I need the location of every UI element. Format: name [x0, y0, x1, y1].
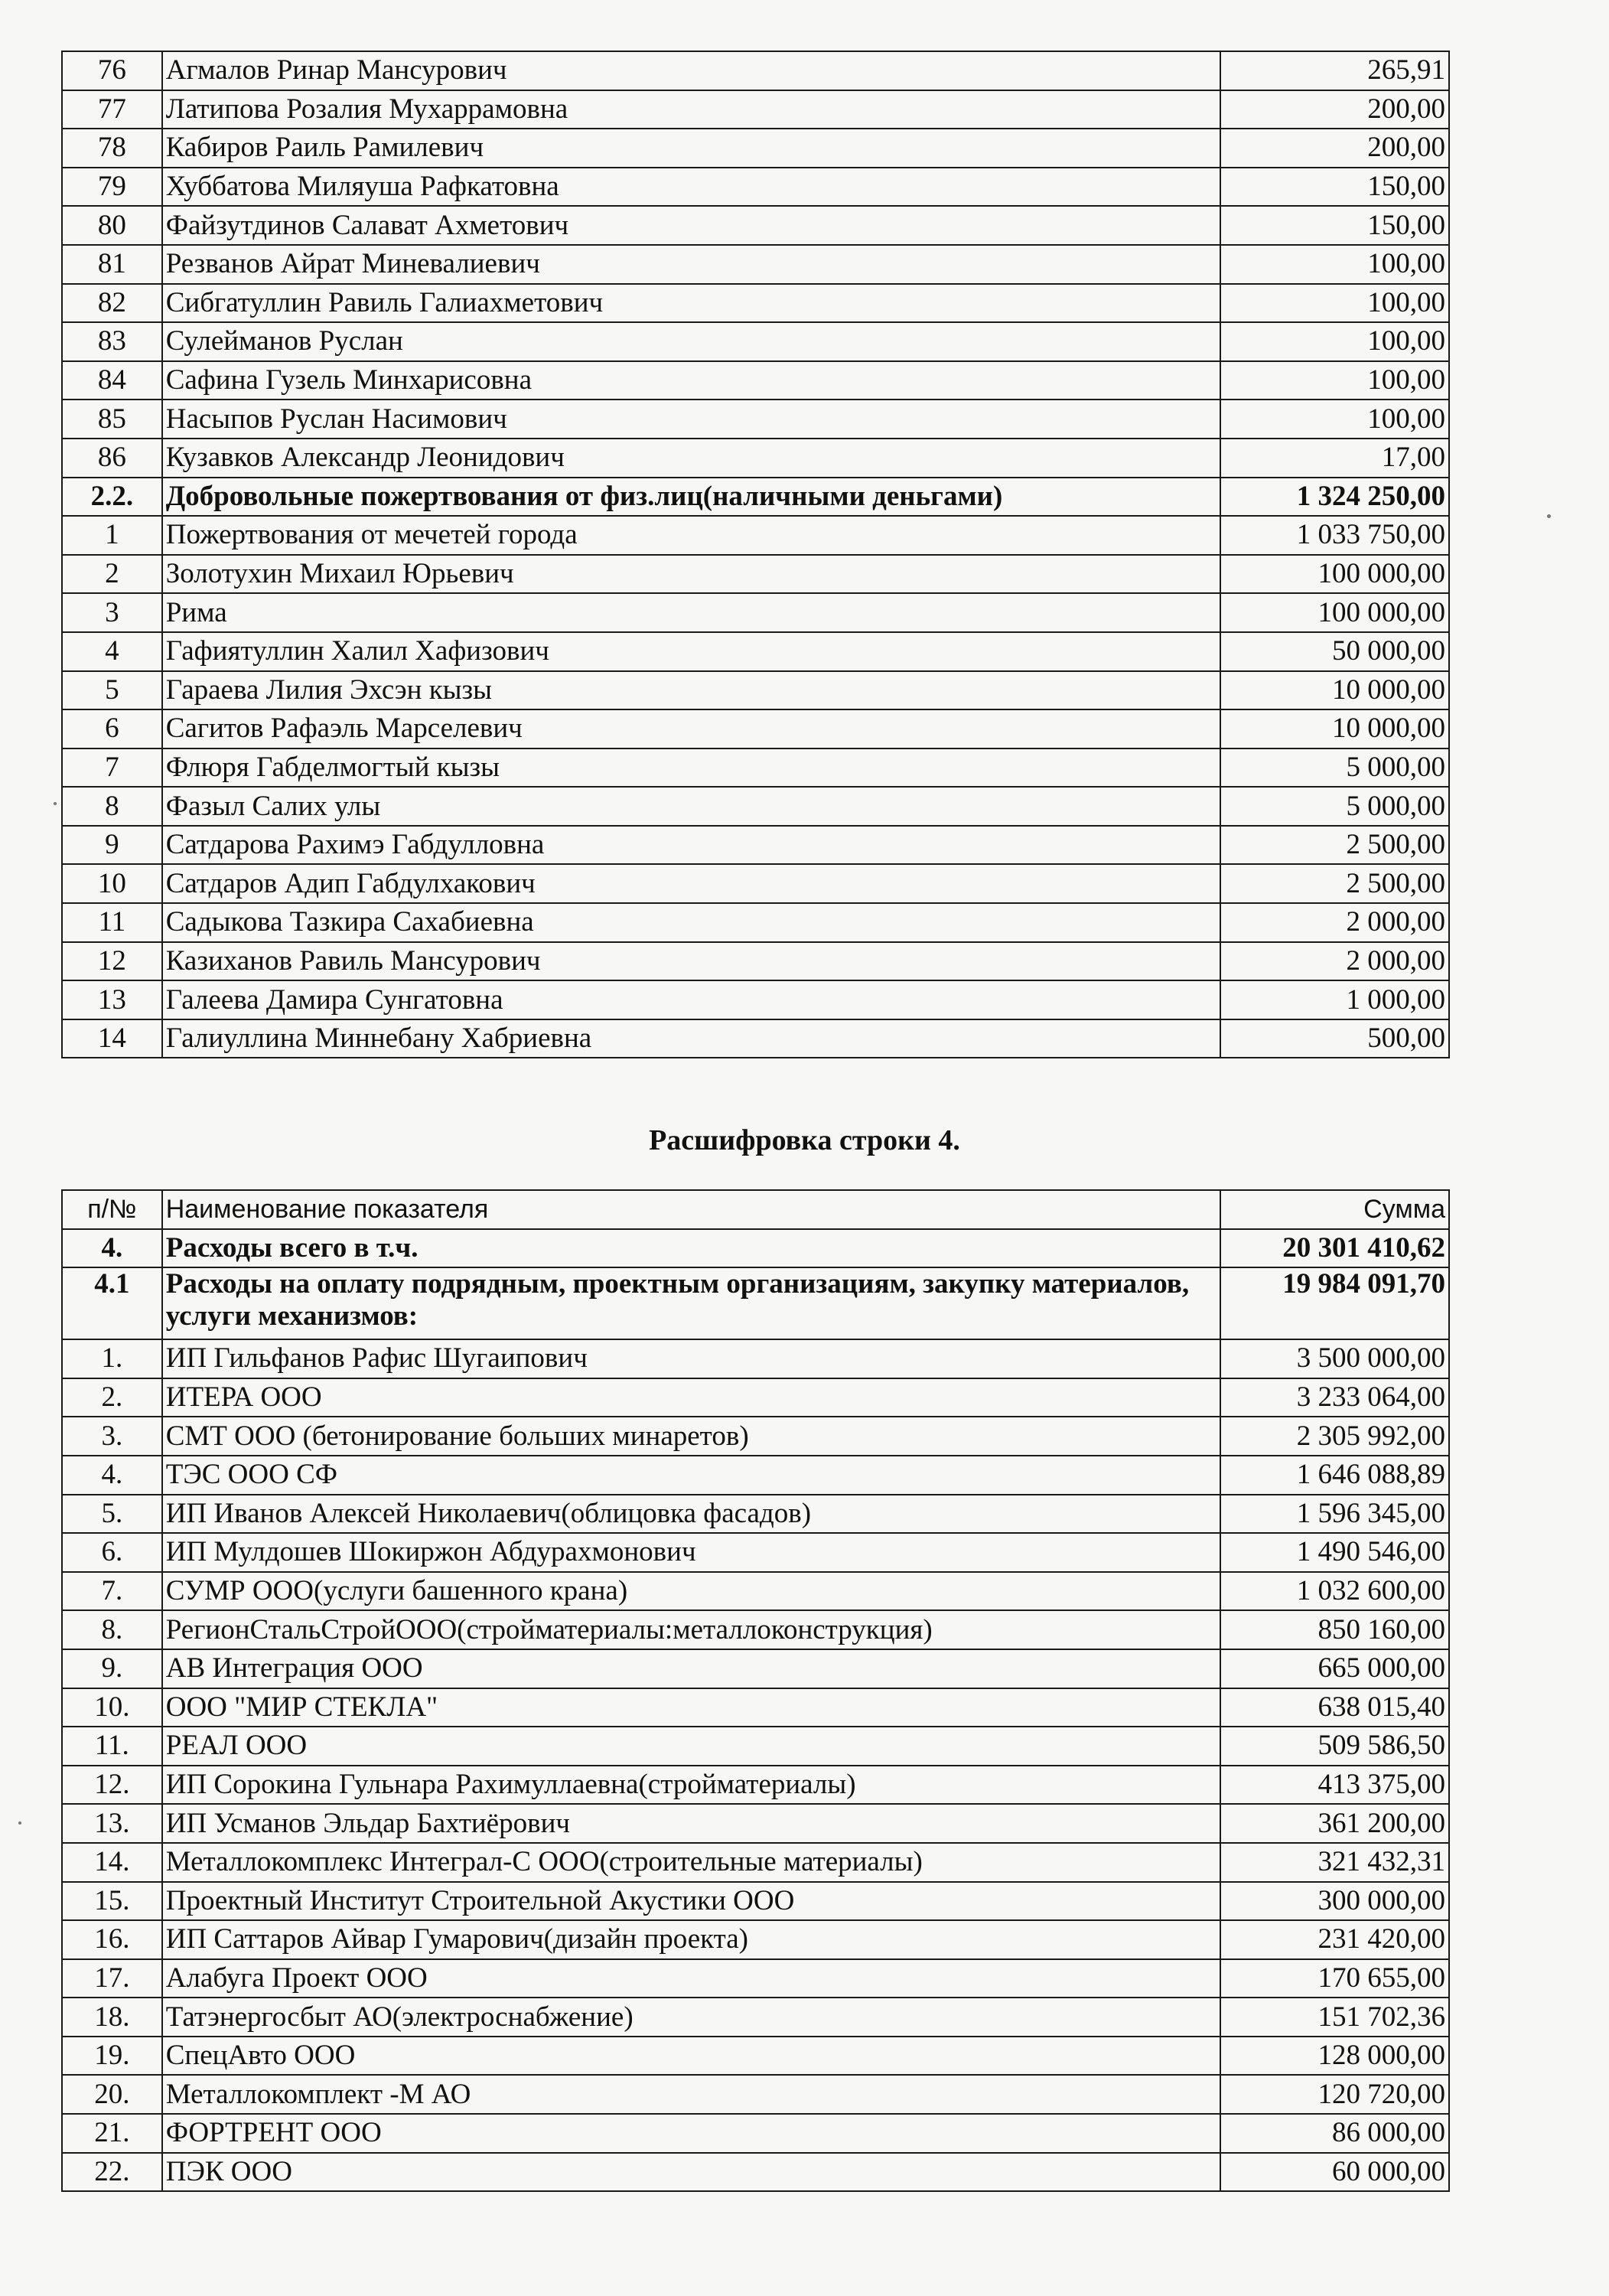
- row-name: СУМР ООО(услуги башенного крана): [162, 1572, 1221, 1611]
- row-name: Фазыл Салих улы: [162, 787, 1221, 826]
- row-sum: 1 490 546,00: [1220, 1533, 1449, 1572]
- table-row: [62, 51, 1449, 90]
- row-sum: 128 000,00: [1220, 2037, 1449, 2076]
- row-name: Галеева Дамира Сунгатовна: [162, 980, 1221, 1019]
- row-number: 6: [62, 709, 162, 748]
- header-sum: Сумма: [1220, 1190, 1449, 1229]
- row-number: 4.: [62, 1229, 162, 1268]
- row-sum: 1 032 600,00: [1220, 1572, 1449, 1611]
- row-name: РегионСтальСтройООО(стройматериалы:металлоконструкция): [162, 1610, 1221, 1649]
- table-row: [62, 1572, 1449, 1611]
- row-name: Татэнергосбыт АО(электроснабжение): [162, 1998, 1221, 2037]
- row-sum: 2 000,00: [1220, 903, 1449, 942]
- table-row: [62, 284, 1449, 323]
- row-number: 17.: [62, 1959, 162, 1998]
- table-row: [62, 1229, 1449, 1268]
- row-sum: 231 420,00: [1220, 1920, 1449, 1959]
- row-sum: 1 646 088,89: [1220, 1456, 1449, 1495]
- row-number: 21.: [62, 2114, 162, 2153]
- row-number: 5.: [62, 1495, 162, 1534]
- row-sum: 100 000,00: [1220, 555, 1449, 594]
- row-sum: 17,00: [1220, 439, 1449, 478]
- row-name: Кабиров Раиль Рамилевич: [162, 129, 1221, 168]
- table-row: [62, 787, 1449, 826]
- row-sum: 5 000,00: [1220, 748, 1449, 788]
- row-name: Пожертвования от мечетей города: [162, 516, 1221, 555]
- donations-table-body: [62, 51, 1449, 1058]
- row-name: ИП Иванов Алексей Николаевич(облицовка фасадов): [162, 1495, 1221, 1534]
- row-name: Сатдаров Адип Габдулхакович: [162, 864, 1221, 903]
- row-sum: 200,00: [1220, 129, 1449, 168]
- row-number: 10.: [62, 1688, 162, 1727]
- row-number: 14: [62, 1019, 162, 1058]
- row-sum: 50 000,00: [1220, 632, 1449, 671]
- row-number: 1: [62, 516, 162, 555]
- table-row: [62, 980, 1449, 1019]
- row-sum: 1 324 250,00: [1220, 478, 1449, 517]
- row-number: 20.: [62, 2075, 162, 2114]
- table-row: [62, 206, 1449, 245]
- row-name: Металлокомплект -М АО: [162, 2075, 1221, 2114]
- expenses-table-header: [62, 1190, 1449, 1229]
- table-row: [62, 2153, 1449, 2192]
- table-row: [62, 1267, 1449, 1339]
- table-row: [62, 748, 1449, 788]
- row-number: 2: [62, 555, 162, 594]
- table-row: [62, 555, 1449, 594]
- table-row: [62, 90, 1449, 129]
- row-name: Алабуга Проект ООО: [162, 1959, 1221, 1998]
- table-row: [62, 1766, 1449, 1805]
- table-row: [62, 1610, 1449, 1649]
- row-number: 14.: [62, 1843, 162, 1882]
- row-number: 86: [62, 439, 162, 478]
- row-sum: 100,00: [1220, 284, 1449, 323]
- row-sum: 361 200,00: [1220, 1804, 1449, 1843]
- row-name: Садыкова Тазкира Сахабиевна: [162, 903, 1221, 942]
- row-number: 4.1: [62, 1267, 162, 1339]
- row-name: Расходы на оплату подрядным, проектным организациям, закупку материалов, услуги механизмов:: [162, 1267, 1221, 1339]
- row-sum: 1 000,00: [1220, 980, 1449, 1019]
- row-number: 10: [62, 864, 162, 903]
- row-number: 2.2.: [62, 478, 162, 517]
- row-name: Кузавков Александр Леонидович: [162, 439, 1221, 478]
- row-sum: 120 720,00: [1220, 2075, 1449, 2114]
- row-sum: 638 015,40: [1220, 1688, 1449, 1727]
- row-sum: 5 000,00: [1220, 787, 1449, 826]
- row-name: Сатдарова Рахимэ Габдулловна: [162, 826, 1221, 865]
- row-number: 9.: [62, 1649, 162, 1688]
- row-name: ИП Мулдошев Шокиржон Абдурахмонович: [162, 1533, 1221, 1572]
- row-name: ИП Сорокина Гульнара Рахимуллаевна(стройматериалы): [162, 1766, 1221, 1805]
- row-number: 13.: [62, 1804, 162, 1843]
- row-name: ООО "МИР СТЕКЛА": [162, 1688, 1221, 1727]
- row-number: 1.: [62, 1339, 162, 1378]
- row-sum: 1 596 345,00: [1220, 1495, 1449, 1534]
- scan-speck: [18, 1821, 21, 1825]
- row-sum: 265,91: [1220, 51, 1449, 90]
- row-name: РЕАЛ ООО: [162, 1727, 1221, 1766]
- table-row: [62, 1019, 1449, 1058]
- table-row: [62, 400, 1449, 439]
- row-name: Галиуллина Миннебану Хабриевна: [162, 1019, 1221, 1058]
- row-name: Расходы всего в т.ч.: [162, 1229, 1221, 1268]
- row-name: Добровольные пожертвования от физ.лиц(наличными деньгами): [162, 478, 1221, 517]
- table-row: [62, 439, 1449, 478]
- table-row: [62, 1417, 1449, 1456]
- table-row: [62, 1920, 1449, 1959]
- row-sum: 10 000,00: [1220, 671, 1449, 710]
- table-row: [62, 361, 1449, 400]
- table-row: [62, 1882, 1449, 1921]
- row-sum: 150,00: [1220, 168, 1449, 207]
- table-row: [62, 1649, 1449, 1688]
- row-name: Хуббатова Миляуша Рафкатовна: [162, 168, 1221, 207]
- row-number: 12.: [62, 1766, 162, 1805]
- table-row: [62, 2114, 1449, 2153]
- row-name: Гараева Лилия Эхсэн кызы: [162, 671, 1221, 710]
- row-sum: 170 655,00: [1220, 1959, 1449, 1998]
- row-sum: 200,00: [1220, 90, 1449, 129]
- expenses-table-body: [62, 1229, 1449, 2192]
- table-row: [62, 1378, 1449, 1417]
- row-name: Металлокомплекс Интеграл-С ООО(строительные материалы): [162, 1843, 1221, 1882]
- row-sum: 2 500,00: [1220, 826, 1449, 865]
- table-row: [62, 632, 1449, 671]
- row-name: СпецАвто ООО: [162, 2037, 1221, 2076]
- table-row: [62, 903, 1449, 942]
- row-number: 16.: [62, 1920, 162, 1959]
- row-name: ТЭС ООО СФ: [162, 1456, 1221, 1495]
- row-sum: 509 586,50: [1220, 1727, 1449, 1766]
- row-sum: 100 000,00: [1220, 593, 1449, 632]
- row-number: 13: [62, 980, 162, 1019]
- table-row: [62, 322, 1449, 361]
- row-sum: 850 160,00: [1220, 1610, 1449, 1649]
- header-name: Наименование показателя: [162, 1190, 1221, 1229]
- row-number: 7.: [62, 1572, 162, 1611]
- table-row: [62, 1959, 1449, 1998]
- scan-speck: [1547, 514, 1551, 518]
- table-row: [62, 942, 1449, 981]
- row-number: 85: [62, 400, 162, 439]
- table-row: [62, 1998, 1449, 2037]
- table-row: [62, 1843, 1449, 1882]
- table-row: [62, 2037, 1449, 2076]
- row-number: 19.: [62, 2037, 162, 2076]
- row-sum: 665 000,00: [1220, 1649, 1449, 1688]
- header-row: [62, 1190, 1449, 1229]
- table-row: [62, 2075, 1449, 2114]
- row-sum: 2 000,00: [1220, 942, 1449, 981]
- table-row: [62, 1456, 1449, 1495]
- table-row: [62, 516, 1449, 555]
- table-row: [62, 1804, 1449, 1843]
- row-number: 80: [62, 206, 162, 245]
- row-sum: 100,00: [1220, 361, 1449, 400]
- section-title: Расшифровка строки 4.: [649, 1124, 960, 1156]
- row-name: Агмалов Ринар Мансурович: [162, 51, 1221, 90]
- row-sum: 100,00: [1220, 400, 1449, 439]
- row-number: 78: [62, 129, 162, 168]
- row-sum: 321 432,31: [1220, 1843, 1449, 1882]
- row-sum: 19 984 091,70: [1220, 1267, 1449, 1339]
- row-sum: 10 000,00: [1220, 709, 1449, 748]
- table-row: [62, 709, 1449, 748]
- row-number: 4.: [62, 1456, 162, 1495]
- row-name: СМТ ООО (бетонирование больших минаретов): [162, 1417, 1221, 1456]
- row-name: Латипова Розалия Мухаррамовна: [162, 90, 1221, 129]
- table-row: [62, 129, 1449, 168]
- row-sum: 2 305 992,00: [1220, 1417, 1449, 1456]
- row-number: 79: [62, 168, 162, 207]
- row-sum: 2 500,00: [1220, 864, 1449, 903]
- row-name: Флюря Габделмогтый кызы: [162, 748, 1221, 788]
- row-name: Резванов Айрат Миневалиевич: [162, 245, 1221, 284]
- row-sum: 1 033 750,00: [1220, 516, 1449, 555]
- table-row: [62, 593, 1449, 632]
- table-row: [62, 864, 1449, 903]
- row-sum: 100,00: [1220, 245, 1449, 284]
- row-sum: 413 375,00: [1220, 1766, 1449, 1805]
- table-row: [62, 1495, 1449, 1534]
- table-row: [62, 1688, 1449, 1727]
- row-sum: 60 000,00: [1220, 2153, 1449, 2192]
- row-name: АВ Интеграция ООО: [162, 1649, 1221, 1688]
- header-num: п/№: [62, 1190, 162, 1229]
- row-name: Проектный Институт Строительной Акустики ООО: [162, 1882, 1221, 1921]
- row-sum: 3 500 000,00: [1220, 1339, 1449, 1378]
- row-name: ПЭК ООО: [162, 2153, 1221, 2192]
- row-number: 4: [62, 632, 162, 671]
- row-number: 22.: [62, 2153, 162, 2192]
- row-sum: 100,00: [1220, 322, 1449, 361]
- table-row: [62, 168, 1449, 207]
- row-number: 6.: [62, 1533, 162, 1572]
- row-sum: 500,00: [1220, 1019, 1449, 1058]
- row-name: Казиханов Равиль Мансурович: [162, 942, 1221, 981]
- scan-speck: [54, 802, 57, 805]
- row-number: 8.: [62, 1610, 162, 1649]
- row-number: 7: [62, 748, 162, 788]
- row-number: 82: [62, 284, 162, 323]
- row-number: 5: [62, 671, 162, 710]
- row-name: ИП Гильфанов Рафис Шугаипович: [162, 1339, 1221, 1378]
- row-name: ИТЕРА ООО: [162, 1378, 1221, 1417]
- row-number: 12: [62, 942, 162, 981]
- row-number: 84: [62, 361, 162, 400]
- row-number: 83: [62, 322, 162, 361]
- row-name: ИП Саттаров Айвар Гумарович(дизайн проекта): [162, 1920, 1221, 1959]
- row-name: Рима: [162, 593, 1221, 632]
- table-row: [62, 1533, 1449, 1572]
- table-row: [62, 671, 1449, 710]
- table-row: [62, 1339, 1449, 1378]
- row-number: 11: [62, 903, 162, 942]
- table-row: [62, 245, 1449, 284]
- row-number: 15.: [62, 1882, 162, 1921]
- row-number: 18.: [62, 1998, 162, 2037]
- row-sum: 20 301 410,62: [1220, 1229, 1449, 1268]
- row-number: 2.: [62, 1378, 162, 1417]
- row-sum: 300 000,00: [1220, 1882, 1449, 1921]
- row-number: 8: [62, 787, 162, 826]
- donations-table: [61, 51, 1450, 1058]
- row-number: 9: [62, 826, 162, 865]
- row-number: 11.: [62, 1727, 162, 1766]
- row-name: Сафина Гузель Минхарисовна: [162, 361, 1221, 400]
- row-number: 81: [62, 245, 162, 284]
- table-row: [62, 478, 1449, 517]
- row-sum: 86 000,00: [1220, 2114, 1449, 2153]
- row-sum: 3 233 064,00: [1220, 1378, 1449, 1417]
- row-number: 77: [62, 90, 162, 129]
- row-name: Золотухин Михаил Юрьевич: [162, 555, 1221, 594]
- row-name: Сибгатуллин Равиль Галиахметович: [162, 284, 1221, 323]
- table-row: [62, 826, 1449, 865]
- row-number: 76: [62, 51, 162, 90]
- row-number: 3.: [62, 1417, 162, 1456]
- row-name: Насыпов Руслан Насимович: [162, 400, 1221, 439]
- expenses-table: [61, 1189, 1450, 2192]
- row-name: Файзутдинов Салават Ахметович: [162, 206, 1221, 245]
- row-name: ФОРТРЕНТ ООО: [162, 2114, 1221, 2153]
- row-name: Сагитов Рафаэль Марселевич: [162, 709, 1221, 748]
- table-row: [62, 1727, 1449, 1766]
- row-name: Сулейманов Руслан: [162, 322, 1221, 361]
- row-name: Гафиятуллин Халил Хафизович: [162, 632, 1221, 671]
- row-sum: 150,00: [1220, 206, 1449, 245]
- row-name: ИП Усманов Эльдар Бахтиёрович: [162, 1804, 1221, 1843]
- row-number: 3: [62, 593, 162, 632]
- row-sum: 151 702,36: [1220, 1998, 1449, 2037]
